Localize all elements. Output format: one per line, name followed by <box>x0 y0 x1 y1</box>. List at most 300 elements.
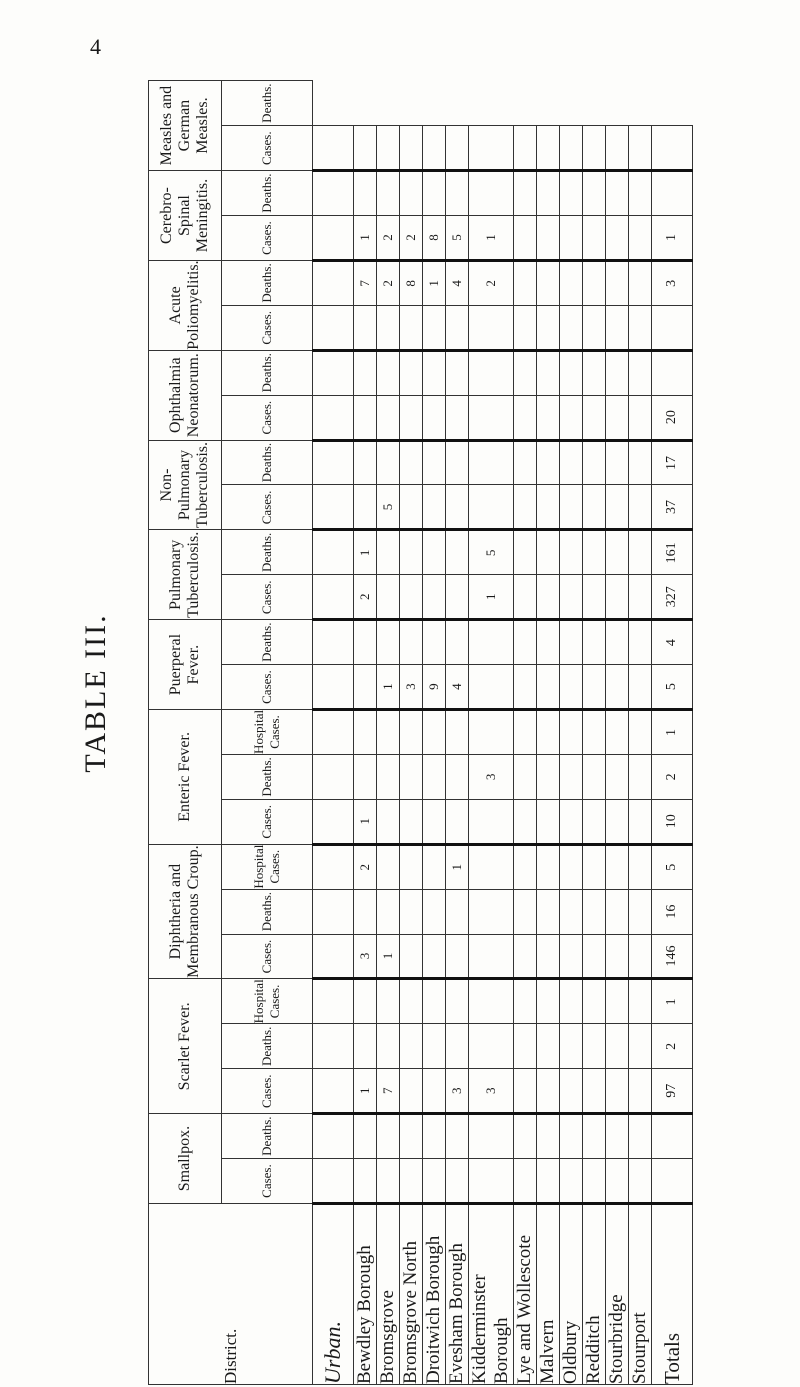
table-cell <box>423 1024 446 1069</box>
group-label: Urban. <box>313 1204 354 1385</box>
table-cell <box>537 440 560 485</box>
col-header: Cases. <box>222 575 313 620</box>
table-cell <box>400 889 423 934</box>
table-cell <box>469 440 514 485</box>
table-cell <box>629 844 652 889</box>
table-cell <box>354 485 377 530</box>
empty-cell <box>313 979 354 1024</box>
table-cell <box>469 799 514 844</box>
disease-header-pulmonary-tb: Pulmonary Tuberculosis. <box>149 530 222 620</box>
empty-cell <box>313 620 354 665</box>
col-header: Deaths. <box>222 530 313 575</box>
empty-cell <box>313 216 354 261</box>
table-row <box>446 81 469 1385</box>
table-cell <box>400 710 423 755</box>
table-row <box>560 81 583 1385</box>
table-cell <box>537 260 560 305</box>
totals-cell: 2 <box>652 754 693 799</box>
table-cell <box>583 126 606 171</box>
table-cell <box>423 530 446 575</box>
table-cell <box>537 216 560 261</box>
district-name: Malvern <box>537 1204 560 1385</box>
table-row <box>377 81 400 1385</box>
district-name: Redditch <box>583 1204 606 1385</box>
table-cell <box>606 1114 629 1159</box>
table-cell <box>514 440 537 485</box>
table-cell <box>583 1114 606 1159</box>
table-cell <box>469 171 514 216</box>
table-cell <box>629 395 652 440</box>
table-cell: 8 <box>400 260 423 305</box>
table-cell <box>423 799 446 844</box>
table-cell <box>560 530 583 575</box>
report-table <box>148 80 693 1385</box>
table-cell <box>423 1159 446 1204</box>
col-header: Deaths. <box>222 754 313 799</box>
table-cell <box>629 440 652 485</box>
table-cell <box>537 1069 560 1114</box>
disease-header-enteric-fever: Enteric Fever. <box>149 710 222 845</box>
col-header: Cases. <box>222 395 313 440</box>
table-cell <box>583 665 606 710</box>
table-cell <box>629 1114 652 1159</box>
totals-cell <box>652 305 693 350</box>
table-row <box>423 81 446 1385</box>
table-cell <box>537 799 560 844</box>
table-cell <box>446 620 469 665</box>
table-cell <box>377 395 400 440</box>
table-cell <box>354 171 377 216</box>
table-cell <box>583 934 606 979</box>
disease-header-smallpox: Smallpox. <box>149 1114 222 1204</box>
table-cell <box>514 1159 537 1204</box>
totals-cell: 97 <box>652 1069 693 1114</box>
table-cell <box>446 171 469 216</box>
table-cell <box>629 171 652 216</box>
empty-cell <box>313 934 354 979</box>
table-cell <box>354 665 377 710</box>
table-cell <box>583 889 606 934</box>
district-header: District. <box>149 1204 313 1385</box>
table-cell <box>606 216 629 261</box>
totals-cell <box>652 350 693 395</box>
district-name: Stourport <box>629 1204 652 1385</box>
table-cell <box>583 979 606 1024</box>
totals-cell: 2 <box>652 1024 693 1069</box>
table-cell <box>606 1159 629 1204</box>
table-cell <box>377 440 400 485</box>
table-cell <box>423 1069 446 1114</box>
table-cell <box>400 575 423 620</box>
table-cell <box>514 665 537 710</box>
col-header: Deaths. <box>222 1024 313 1069</box>
table-cell <box>400 620 423 665</box>
table-cell: 4 <box>446 665 469 710</box>
table-cell <box>560 620 583 665</box>
table-cell <box>606 799 629 844</box>
table-cell <box>354 395 377 440</box>
table-cell <box>423 126 446 171</box>
table-cell <box>537 665 560 710</box>
table-cell <box>400 305 423 350</box>
table-cell <box>629 305 652 350</box>
table-row <box>629 81 652 1385</box>
totals-cell: 1 <box>652 979 693 1024</box>
table-cell <box>583 620 606 665</box>
col-header: Deaths. <box>222 350 313 395</box>
table-cell <box>606 754 629 799</box>
table-cell <box>377 1114 400 1159</box>
table-cell <box>400 754 423 799</box>
table-cell: 1 <box>423 260 446 305</box>
district-name: Lye and Wollescote <box>514 1204 537 1385</box>
table-cell <box>400 440 423 485</box>
table-cell <box>537 171 560 216</box>
table-cell <box>400 979 423 1024</box>
empty-cell <box>313 305 354 350</box>
table-cell <box>583 171 606 216</box>
table-cell <box>514 1114 537 1159</box>
table-cell <box>377 575 400 620</box>
table-cell <box>400 126 423 171</box>
col-header: Cases. <box>222 216 313 261</box>
table-cell <box>629 620 652 665</box>
district-name: Droitwich Borough <box>423 1204 446 1385</box>
totals-cell <box>652 1159 693 1204</box>
table-cell <box>629 216 652 261</box>
table-cell <box>423 305 446 350</box>
table-cell <box>446 575 469 620</box>
table-cell <box>606 350 629 395</box>
col-header: Hospital Cases. <box>222 979 313 1024</box>
table-cell <box>606 1024 629 1069</box>
table-cell <box>423 710 446 755</box>
table-cell <box>514 216 537 261</box>
table-cell <box>629 1159 652 1204</box>
col-header: Cases. <box>222 126 313 171</box>
table-cell <box>629 934 652 979</box>
empty-cell <box>313 485 354 530</box>
col-header: Deaths. <box>222 260 313 305</box>
table-cell <box>423 575 446 620</box>
table-cell <box>354 305 377 350</box>
table-cell <box>560 395 583 440</box>
table-cell <box>583 440 606 485</box>
table-cell <box>400 395 423 440</box>
table-cell <box>514 395 537 440</box>
table-cell <box>423 934 446 979</box>
table-cell <box>377 350 400 395</box>
table-cell <box>354 889 377 934</box>
empty-cell <box>313 1069 354 1114</box>
table-cell: 3 <box>446 1069 469 1114</box>
col-header: Cases. <box>222 934 313 979</box>
district-name: Stourbridge <box>606 1204 629 1385</box>
disease-header-diphtheria: Diphtheria and Membranous Croup. <box>149 844 222 979</box>
table-cell <box>446 799 469 844</box>
table-cell <box>560 575 583 620</box>
table-cell <box>537 126 560 171</box>
table-cell <box>629 126 652 171</box>
col-header: Deaths. <box>222 889 313 934</box>
col-header: Cases. <box>222 305 313 350</box>
table-cell: 2 <box>377 260 400 305</box>
table-row <box>537 81 560 1385</box>
table-cell <box>354 620 377 665</box>
table-cell <box>606 889 629 934</box>
table-cell: 3 <box>354 934 377 979</box>
table-cell <box>629 889 652 934</box>
table-cell <box>537 485 560 530</box>
table-cell <box>606 440 629 485</box>
table-cell <box>537 620 560 665</box>
table-cell <box>446 1159 469 1204</box>
table-label: TABLE III. <box>79 613 112 773</box>
totals-cell: 146 <box>652 934 693 979</box>
table-cell <box>537 1024 560 1069</box>
table-cell <box>423 844 446 889</box>
table-cell <box>514 844 537 889</box>
table-cell <box>606 934 629 979</box>
table-cell <box>423 889 446 934</box>
table-cell <box>446 1114 469 1159</box>
table-cell <box>606 575 629 620</box>
table-cell <box>583 395 606 440</box>
table-cell <box>537 530 560 575</box>
table-cell <box>560 260 583 305</box>
table-cell <box>469 844 514 889</box>
table-cell <box>354 1114 377 1159</box>
table-cell <box>354 1024 377 1069</box>
totals-cell: 161 <box>652 530 693 575</box>
table-cell <box>354 979 377 1024</box>
table-cell <box>446 395 469 440</box>
table-cell <box>514 260 537 305</box>
table-cell <box>537 844 560 889</box>
table-cell <box>514 171 537 216</box>
table-cell <box>423 979 446 1024</box>
table-cell <box>354 1159 377 1204</box>
table-cell <box>400 1069 423 1114</box>
table-cell <box>560 934 583 979</box>
table-cell <box>400 1114 423 1159</box>
table-cell <box>560 799 583 844</box>
table-cell <box>514 934 537 979</box>
table-row <box>583 81 606 1385</box>
disease-header-puerperal-fever: Puerperal Fever. <box>149 620 222 710</box>
table-cell <box>514 485 537 530</box>
table-cell <box>583 1159 606 1204</box>
table-cell <box>629 710 652 755</box>
table-cell <box>423 620 446 665</box>
table-cell <box>606 395 629 440</box>
table-cell <box>629 799 652 844</box>
col-header: Deaths. <box>222 1114 313 1159</box>
table-cell <box>514 530 537 575</box>
table-cell <box>606 620 629 665</box>
table-cell <box>400 1024 423 1069</box>
totals-cell: 10 <box>652 799 693 844</box>
table-cell <box>446 350 469 395</box>
table-cell <box>560 979 583 1024</box>
table-cell <box>583 754 606 799</box>
table-cell <box>537 1114 560 1159</box>
table-row <box>469 81 514 1385</box>
table-cell: 2 <box>354 844 377 889</box>
table-cell <box>514 575 537 620</box>
empty-cell <box>313 171 354 216</box>
table-cell <box>629 530 652 575</box>
col-header: Deaths. <box>222 620 313 665</box>
table-cell <box>469 1159 514 1204</box>
district-name: Bewdley Borough <box>354 1204 377 1385</box>
table-cell <box>537 395 560 440</box>
table-cell <box>354 754 377 799</box>
table-cell <box>423 171 446 216</box>
col-header: Cases. <box>222 485 313 530</box>
table-row <box>400 81 423 1385</box>
totals-cell: 20 <box>652 395 693 440</box>
totals-cell <box>652 171 693 216</box>
disease-header-meningitis: Cerebro-Spinal Meningitis. <box>149 171 222 261</box>
table-cell <box>446 979 469 1024</box>
table-cell <box>560 754 583 799</box>
table-cell: 9 <box>423 665 446 710</box>
col-header: Deaths. <box>222 440 313 485</box>
table-cell: 3 <box>469 754 514 799</box>
disease-header-scarlet-fever: Scarlet Fever. <box>149 979 222 1114</box>
empty-cell <box>313 1024 354 1069</box>
table-cell <box>400 350 423 395</box>
totals-cell: 4 <box>652 620 693 665</box>
table-cell <box>469 620 514 665</box>
table-cell <box>583 799 606 844</box>
table-cell <box>606 485 629 530</box>
table-container <box>148 80 738 1385</box>
table-cell <box>446 889 469 934</box>
table-cell <box>560 440 583 485</box>
table-cell: 1 <box>354 530 377 575</box>
table-cell <box>446 710 469 755</box>
empty-cell <box>313 395 354 440</box>
table-cell: 1 <box>354 799 377 844</box>
empty-cell <box>313 889 354 934</box>
table-cell <box>377 530 400 575</box>
col-header: Cases. <box>222 799 313 844</box>
table-cell: 1 <box>446 844 469 889</box>
table-cell <box>606 710 629 755</box>
district-name: Kidderminster Borough <box>469 1204 514 1385</box>
group-row <box>313 81 354 1385</box>
table-cell: 2 <box>469 260 514 305</box>
table-row <box>354 81 377 1385</box>
table-cell <box>377 844 400 889</box>
table-cell <box>469 710 514 755</box>
table-cell <box>560 1069 583 1114</box>
table-cell <box>560 485 583 530</box>
empty-cell <box>313 1159 354 1204</box>
table-cell <box>400 171 423 216</box>
table-cell: 1 <box>354 1069 377 1114</box>
col-header: Hospital Cases. <box>222 844 313 889</box>
totals-cell: 37 <box>652 485 693 530</box>
table-cell <box>377 1024 400 1069</box>
table-cell <box>514 1024 537 1069</box>
table-cell <box>583 216 606 261</box>
table-cell <box>514 754 537 799</box>
table-cell <box>629 1024 652 1069</box>
table-cell <box>469 126 514 171</box>
disease-header-poliomyelitis: Acute Poliomyelitis. <box>149 260 222 350</box>
totals-cell: 5 <box>652 844 693 889</box>
table-cell <box>560 710 583 755</box>
table-cell <box>629 754 652 799</box>
totals-cell <box>652 1114 693 1159</box>
totals-cell: 1 <box>652 216 693 261</box>
table-cell <box>469 665 514 710</box>
table-cell <box>560 350 583 395</box>
table-cell <box>446 530 469 575</box>
table-cell: 8 <box>423 216 446 261</box>
table-cell <box>514 620 537 665</box>
table-cell <box>560 126 583 171</box>
table-cell <box>583 844 606 889</box>
table-cell <box>537 305 560 350</box>
totals-cell <box>652 126 693 171</box>
table-cell: 2 <box>400 216 423 261</box>
table-cell <box>469 1114 514 1159</box>
empty-cell <box>313 799 354 844</box>
table-cell <box>400 934 423 979</box>
col-header: Cases. <box>222 1159 313 1204</box>
disease-header-ophthalmia: Ophthalmia Neonatorum. <box>149 350 222 440</box>
table-cell <box>606 979 629 1024</box>
table-cell <box>354 126 377 171</box>
table-cell <box>606 126 629 171</box>
table-cell <box>537 934 560 979</box>
table-cell: 3 <box>400 665 423 710</box>
page-number: 4 <box>90 34 101 59</box>
table-cell <box>514 799 537 844</box>
empty-cell <box>313 530 354 575</box>
table-cell <box>469 350 514 395</box>
table-cell <box>446 305 469 350</box>
table-cell <box>537 1159 560 1204</box>
table-cell <box>583 260 606 305</box>
table-cell <box>629 485 652 530</box>
table-cell <box>446 485 469 530</box>
totals-cell: 17 <box>652 440 693 485</box>
table-cell <box>469 305 514 350</box>
empty-cell <box>313 260 354 305</box>
col-header: Deaths. <box>222 81 313 126</box>
table-cell <box>446 754 469 799</box>
disease-header-non-pulmonary-tb: Non-Pulmonary Tuberculosis. <box>149 440 222 530</box>
table-cell <box>400 799 423 844</box>
table-cell <box>583 485 606 530</box>
district-name: Bromsgrove <box>377 1204 400 1385</box>
table-cell <box>583 305 606 350</box>
table-cell <box>537 979 560 1024</box>
table-cell <box>537 350 560 395</box>
totals-row <box>652 81 693 1385</box>
table-cell <box>583 1069 606 1114</box>
table-cell <box>377 889 400 934</box>
district-name: Bromsgrove North <box>400 1204 423 1385</box>
table-cell: 1 <box>377 665 400 710</box>
table-cell <box>629 665 652 710</box>
table-cell <box>629 575 652 620</box>
